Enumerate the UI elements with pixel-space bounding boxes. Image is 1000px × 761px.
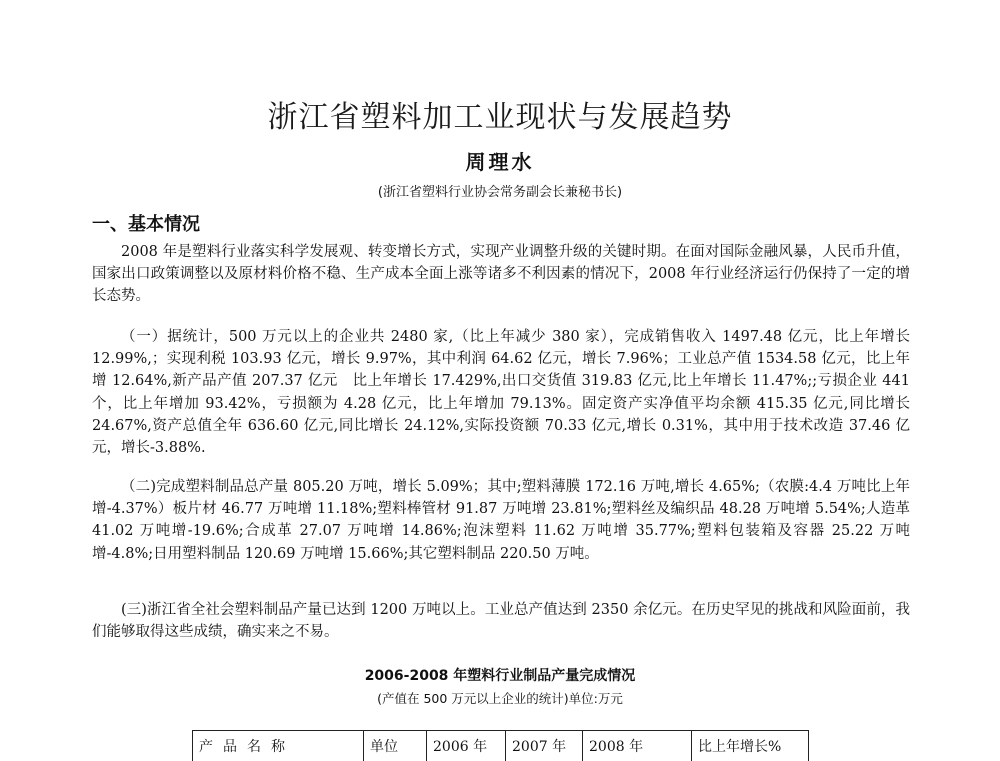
paragraph-product-output: （二)完成塑料制品总产量 805.20 万吨，增长 5.09%；其中;塑料薄膜 172.16 万吨,增长 4.65%;（农膜:4.4 万吨比上年增-4.37%）板片材 46.77 万吨增 11.18%;塑料棒管材 91.87 万吨增 23.81%;塑料丝及编织品 48.28 万吨增 5.54%;人造革 41.02 万吨增-19.6%;合成革 27.07 万吨增 14.86%;泡沫塑料 11.62 万吨增 35.77%;塑料包装箱及容器 25.22 万吨增-4.8%;日用塑料制品 120.69 万吨增 15.66%;其它塑料制品 220.50 万吨。 xyxy=(92,476,910,565)
table-caption: 2006-2008 年塑料行业制品产量完成情况 xyxy=(0,665,1000,685)
header-2008: 2008 年 xyxy=(583,731,692,761)
header-unit: 单位 xyxy=(364,731,427,761)
header-growth: 比上年增长% xyxy=(692,731,809,761)
production-table xyxy=(192,730,809,761)
table-subcaption: (产值在 500 万元以上企业的统计)单位:万元 xyxy=(0,689,1000,707)
paragraph-province-total: (三)浙江省全社会塑料制品产量已达到 1200 万吨以上。工业总产值达到 2350 余亿元。在历史罕见的挑战和风险面前，我们能够取得这些成绩，确实来之不易。 xyxy=(92,599,910,643)
header-2006: 2006 年 xyxy=(427,731,506,761)
table-header-row xyxy=(193,731,809,761)
paragraph-intro: 2008 年是塑料行业落实科学发展观、转变增长方式，实现产业调整升级的关键时期。在面对国际金融风暴，人民币升值，国家出口政策调整以及原材料价格不稳、生产成本全面上涨等诸多不利因素的情况下，2008 年行业经济运行仍保持了一定的增长态势。 xyxy=(92,241,910,308)
header-2007: 2007 年 xyxy=(506,731,583,761)
article-title: 浙江省塑料加工业现状与发展趋势 xyxy=(0,92,1000,136)
section-heading: 一、基本情况 xyxy=(92,210,200,236)
paragraph-enterprise-stats: （一）据统计，500 万元以上的企业共 2480 家,（比上年减少 380 家），完成销售收入 1497.48 亿元，比上年增长 12.99%,；实现利税 103.93 亿元，增长 9.97%，其中利润 64.62 亿元，增长 7.96%；工业总产值 1534.58 亿元，比上年增 12.64%,新产品产值 207.37 亿元 比上年增长 17.429%,出口交货值 319.83 亿元,比上年增长 11.47%;;亏损企业 441 个，比上年增加 93.42%，亏损额为 4.28 亿元，比上年增加 79.13%。固定资产实净值平均余额 415.35 亿元,同比增长 24.67%,资产总值全年 636.60 亿元,同比增长 24.12%,实际投资额 70.33 亿元,增长 0.31%，其中用于技术改造 37.46 亿元，增长-3.88%. xyxy=(92,326,910,459)
author-affiliation: (浙江省塑料行业协会常务副会长兼秘书长) xyxy=(0,181,1000,200)
author-name: 周理水 xyxy=(0,146,1000,175)
header-product-name: 产品名称 xyxy=(193,731,364,761)
